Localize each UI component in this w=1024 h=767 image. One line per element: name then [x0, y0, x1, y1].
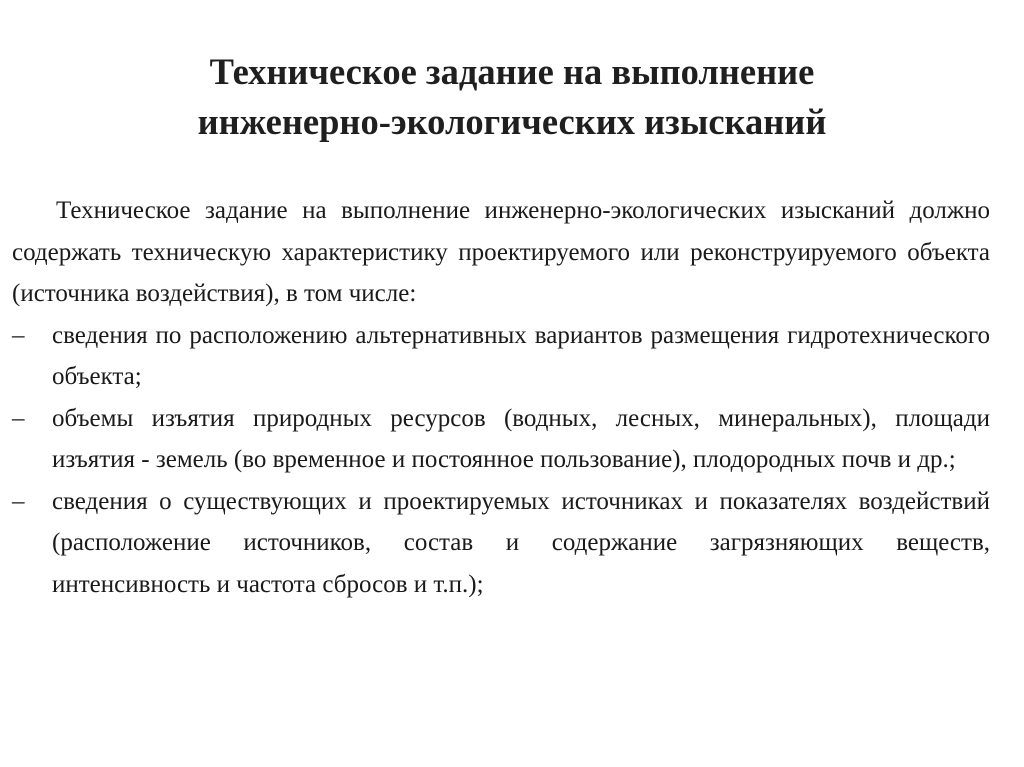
slide-body	[12, 190, 990, 605]
dash-bullet-icon: –	[12, 321, 25, 349]
list-item	[12, 315, 990, 398]
slide-title	[0, 47, 1024, 147]
list-item-text: объемы изъятия природных ресурсов (водных, лесных, минеральных), площади изъятия - земель (во временное и постоянное пользование), плодородных почв и др.;	[52, 404, 990, 473]
intro-paragraph: Техническое задание на выполнение инженерно-экологических изысканий должно содержать техническую характеристику проектируемого или реконструируемого объекта (источника воздействия), в том числе:	[12, 197, 990, 307]
slide-title-line-1: Техническое задание на выполнение	[209, 51, 815, 92]
list-item-text: сведения о существующих и проектируемых источниках и показателях воздействий (расположение источников, состав и содержание загрязняющих веществ, интенсивность и частота сбросов и т.п.);	[52, 487, 990, 598]
list-item	[12, 481, 990, 606]
dash-bullet-icon: –	[12, 487, 25, 515]
slide-title-line-2: инженерно-экологических изысканий	[197, 101, 827, 142]
requirements-list	[12, 315, 990, 606]
list-item	[12, 398, 990, 481]
dash-bullet-icon: –	[12, 404, 25, 432]
list-item-text: сведения по расположению альтернативных вариантов размещения гидротехнического объекта;	[52, 321, 990, 390]
